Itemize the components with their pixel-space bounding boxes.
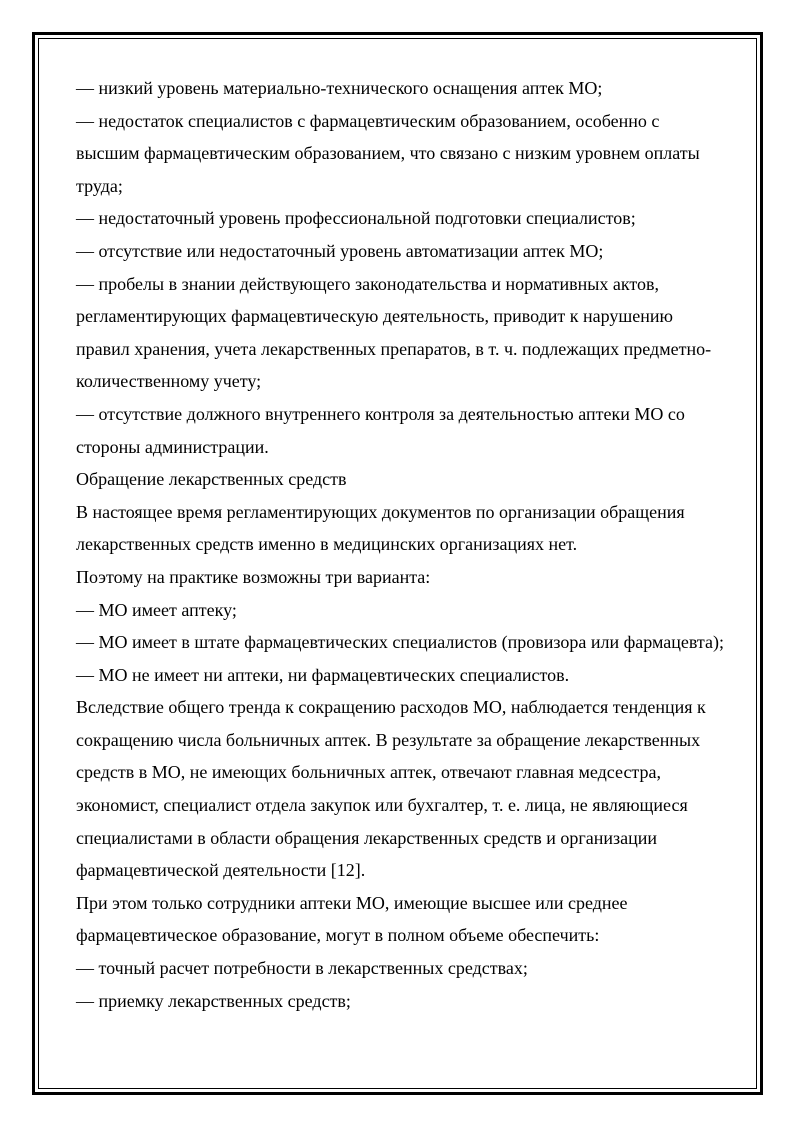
paragraph-legislation: — пробелы в знании действующего законодательства и нормативных актов, регламентирующих фармацевтическую деятельность, приводит к нарушению правил хранения, учета лекарственных препаратов, в т. ч. подлежащих предметно-количественному учету; (76, 273, 712, 392)
list-item-acceptance: — приемку лекарственных средств; (76, 990, 351, 1011)
document-body (76, 72, 726, 1017)
paragraph-training: — недостаточный уровень профессиональной подготовки специалистов; (76, 208, 636, 229)
list-item-demand-calculation: — точный расчет потребности в лекарственных средствах; (76, 958, 528, 979)
paragraph-equipment: — низкий уровень материально-технического оснащения аптек МО; (76, 78, 603, 98)
paragraph-control: — отсутствие должного внутреннего контроля за деятельностью аптеки МО со стороны администрации. (76, 403, 685, 457)
section-heading: Обращение лекарственных средств (76, 469, 347, 490)
paragraph-staff-shortage: — недостаток специалистов с фармацевтическим образованием, особенно с высшим фармацевтическим образованием, что связано с низким уровнем оплаты труда; (76, 110, 700, 196)
list-item-has-specialists: — МО имеет в штате фармацевтических специалистов (провизора или фармацевта); (76, 632, 724, 653)
paragraph-trend: Вследствие общего тренда к сокращению расходов МО, наблюдается тенденция к сокращению числа больничных аптек. В результате за обращение лекарственных средств в МО, не имеющих больничных аптек, отвечают главная медсестра, экономист, специалист отдела закупок или бухгалтер, т. е. лица, не являющиеся специалистами в области обращения лекарственных средств и организации фармацевтической деятельности [12]. (76, 697, 706, 881)
list-item-has-none: — МО не имеет ни аптеки, ни фармацевтических специалистов. (76, 664, 570, 685)
list-item-has-pharmacy: — МО имеет аптеку; (76, 599, 237, 620)
paragraph-three-options: Поэтому на практике возможны три варианта: (76, 566, 431, 587)
paragraph-staff-provide: При этом только сотрудники аптеки МО, имеющие высшее или среднее фармацевтическое образование, могут в полном объеме обеспечить: (76, 892, 628, 946)
paragraph-no-regulations: В настоящее время регламентирующих документов по организации обращения лекарственных средств именно в медицинских организациях нет. (76, 501, 685, 555)
paragraph-automation: — отсутствие или недостаточный уровень автоматизации аптек МО; (76, 240, 604, 261)
